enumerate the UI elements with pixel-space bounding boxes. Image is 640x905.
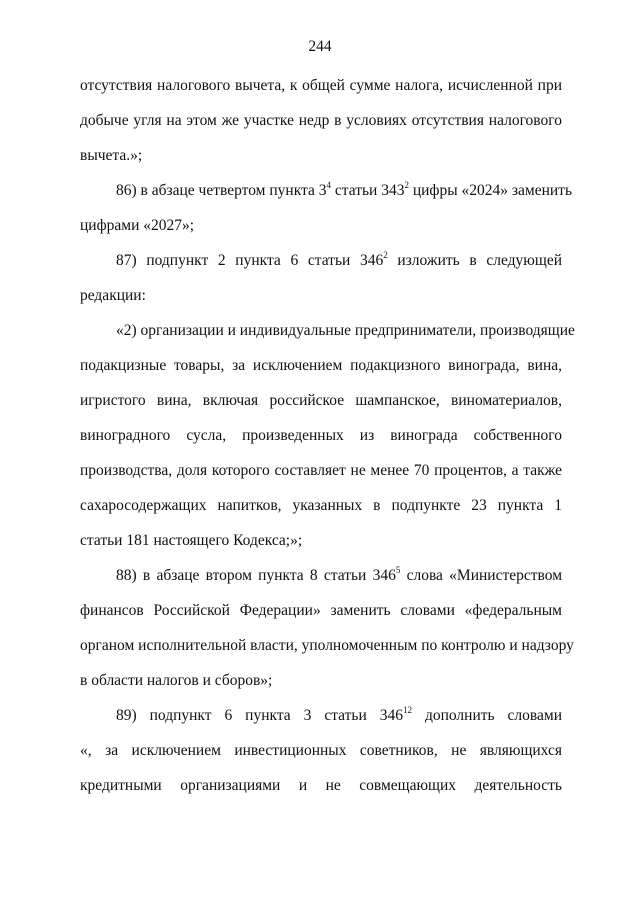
text-segment: изложить в следующей [387,252,562,269]
text-line-item-86 [116,180,573,201]
text-line: финансов Российской Федерации» заменить словами «федеральным [80,602,562,619]
text-line: в области налогов и сборов»; [80,672,273,689]
text-line: производства, доля которого составляет не менее 70 процентов, а также [80,462,562,479]
superscript: 5 [395,565,401,575]
text-line: цифрами «2027»; [80,217,195,234]
text-line: добыче угля на этом же участке недр в условиях отсутствия налогового [80,112,562,129]
text-segment: слова «Министерством [400,567,563,584]
text-line: «2) организации и индивидуальные предприниматели, производящие [116,322,575,339]
text-line-item-89 [116,706,562,726]
superscript: 2 [383,250,388,260]
text-line: статьи 181 настоящего Кодекса;»; [80,532,303,549]
text-line: сахаросодержащих напитков, указанных в подпункте 23 пункта 1 [80,497,562,514]
text-line: игристого вина, включая российское шампанское, виноматериалов, [80,392,562,409]
text-segment: 87) подпункт 2 пункта 6 статьи 346 [116,252,384,269]
text-segment: 89) подпункт 6 пункта 3 статьи 346 [116,707,403,724]
text-line: кредитными организациями и не совмещающих деятельность [80,777,562,794]
text-line: отсутствия налогового вычета, к общей сумме налога, исчисленной при [80,77,562,94]
text-segment: цифры «2024» заменить [408,182,573,199]
superscript: 12 [403,705,412,715]
text-line: вычета.»; [80,147,143,164]
text-line: «, за исключением инвестиционных советников, не являющихся [80,742,562,759]
text-segment: 86) в абзаце четвертом пункта 3 [116,182,327,199]
text-line: органом исполнительной власти, уполномоченным по контролю и надзору [80,637,574,654]
text-segment: 88) в абзаце втором пункта 8 статьи 346 [116,567,396,584]
superscript: 4 [326,180,331,190]
text-line-item-88 [116,566,562,586]
text-segment: статьи 343 [331,182,405,199]
text-line: редакции: [80,287,146,304]
superscript: 2 [404,180,409,190]
text-line: виноградного сусла, произведенных из винограда собственного [80,427,562,444]
text-segment: дополнить словами [412,707,563,724]
text-line-item-87 [116,251,562,271]
page-number: 244 [308,38,332,55]
text-line: подакцизные товары, за исключением подакцизного винограда, вина, [80,357,562,374]
